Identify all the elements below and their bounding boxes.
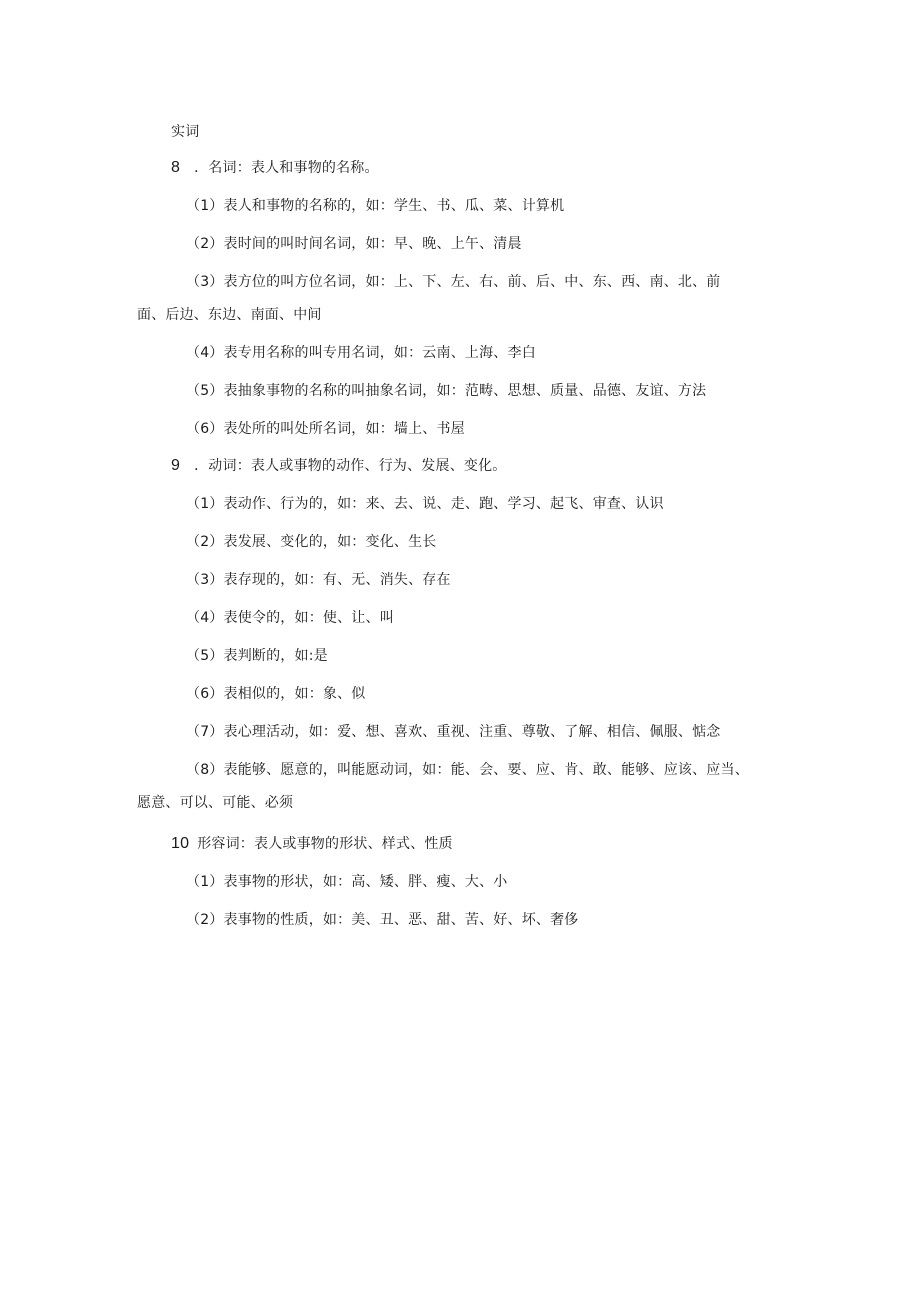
list-item: （2）表发展、变化的，如：变化、生长	[186, 534, 437, 550]
list-item: （3）表方位的叫方位名词，如：上、下、左、右、前、后、中、东、西、南、北、前	[186, 274, 721, 290]
list-item: （5）表抽象事物的名称的叫抽象名词，如：范畴、思想、质量、品德、友谊、方法	[186, 383, 707, 399]
section-number: 8	[171, 159, 181, 176]
list-item: （4）表使令的，如：使、让、叫	[186, 610, 394, 626]
list-item: （1）表人和事物的名称的，如：学生、书、瓜、菜、计算机	[186, 198, 565, 214]
list-item: （6）表处所的叫处所名词，如：墙上、书屋	[186, 421, 465, 437]
list-item-continuation: 愿意、可以、可能、必须	[137, 795, 294, 811]
list-item: （2）表时间的叫时间名词，如：早、晚、上午、清晨	[186, 236, 522, 252]
list-item-continuation: 面、后边、东边、南面、中间	[137, 307, 322, 323]
list-item: （1）表动作、行为的，如：来、去、说、走、跑、学习、起飞、审查、认识	[186, 496, 664, 512]
list-item: （5）表判断的，如:是	[186, 648, 328, 664]
page-title: 实词	[171, 124, 200, 140]
list-item: （2）表事物的性质，如：美、丑、恶、甜、苦、好、坏、奢侈	[186, 912, 579, 928]
section-heading-adjectives	[171, 834, 453, 854]
section-heading-text: ．动词：表人或事物的动作、行为、发展、变化。	[194, 458, 507, 474]
list-item: （3）表存现的，如：有、无、消失、存在	[186, 572, 451, 588]
list-item: （1）表事物的形状，如：高、矮、胖、瘦、大、小	[186, 874, 508, 890]
section-heading-verbs	[171, 456, 507, 476]
list-item: （8）表能够、愿意的，叫能愿动词，如：能、会、要、应、肯、敢、能够、应该、应当、	[186, 762, 749, 778]
section-heading-nouns	[171, 158, 379, 178]
list-item: （6）表相似的，如：象、似	[186, 686, 366, 702]
section-heading-text: ．名词：表人和事物的名称。	[194, 160, 379, 176]
section-number: 10	[171, 835, 190, 852]
list-item: （7）表心理活动，如：爱、想、喜欢、重视、注重、尊敬、了解、相信、佩服、惦念	[186, 724, 721, 740]
section-heading-text: 形容词：表人或事物的形状、样式、性质	[197, 836, 453, 852]
list-item: （4）表专用名称的叫专用名词，如：云南、上海、李白	[186, 345, 536, 361]
section-number: 9	[171, 457, 181, 474]
